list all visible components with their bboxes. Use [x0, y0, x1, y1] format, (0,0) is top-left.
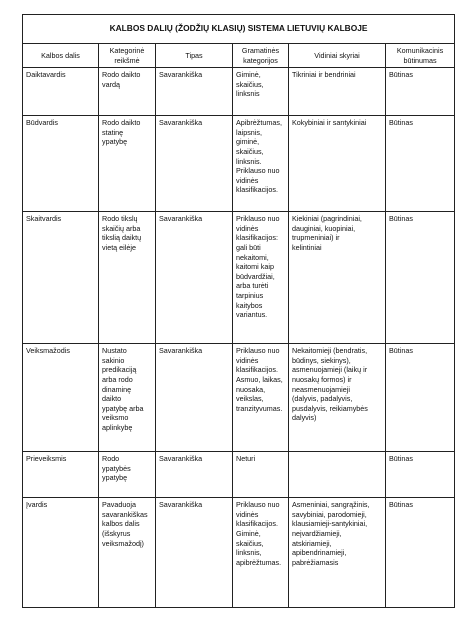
table-cell: Būdvardis	[23, 116, 99, 212]
table-cell: Priklauso nuo vidinės klasifikacijos. Asmuo, laikas, nuosaka, veikslas, tranzityvumas.	[233, 344, 289, 452]
table-cell: Rodo daikto vardą	[99, 68, 156, 116]
table-cell: Pavaduoja savarankiškas kalbos dalis (išskyrus veiksmažodį)	[99, 498, 156, 608]
table-cell: Savarankiška	[156, 498, 233, 608]
header-kalbos-dalis: Kalbos dalis	[23, 44, 99, 68]
table-row	[23, 116, 455, 212]
header-vidiniai-skyriai: Vidiniai skyriai	[289, 44, 386, 68]
table-cell: Savarankiška	[156, 116, 233, 212]
table-cell: Rodo ypatybės ypatybę	[99, 452, 156, 498]
table-cell: Giminė, skaičius, linksnis	[233, 68, 289, 116]
table-row	[23, 212, 455, 344]
header-gramatines-kategorijos: Gramatinės kategorijos	[233, 44, 289, 68]
table-cell: Būtinas	[386, 498, 455, 608]
table-cell: Tikriniai ir bendriniai	[289, 68, 386, 116]
table-cell: Skaitvardis	[23, 212, 99, 344]
table-cell: Būtinas	[386, 116, 455, 212]
table-cell	[289, 452, 386, 498]
table-cell: Kokybiniai ir santykiniai	[289, 116, 386, 212]
table-cell: Būtinas	[386, 212, 455, 344]
header-tipas: Tipas	[156, 44, 233, 68]
table-cell: Rodo tikslų skaičių arba tikslią daiktų vietą eilėje	[99, 212, 156, 344]
table-cell: Rodo daikto statinę ypatybę	[99, 116, 156, 212]
table-cell: Savarankiška	[156, 452, 233, 498]
table-cell: Savarankiška	[156, 344, 233, 452]
table-title: KALBOS DALIŲ (ŽODŽIŲ KLASIŲ) SISTEMA LIETUVIŲ KALBOJE	[23, 15, 455, 44]
table-cell: Įvardis	[23, 498, 99, 608]
table-title-row	[23, 15, 455, 44]
table-cell: Priklauso nuo vidinės klasifikacijos: gali būti nekaitomi, kaitomi kaip būdvardžiai, arba turėti tarpinius kaitybos variantus.	[233, 212, 289, 344]
table-cell: Nekaitomieji (bendratis, būdinys, siekinys), asmenuojamieji (laikų ir nuosakų formos) ir neasmenuojamieji (dalyvis, padalyvis, pusdalyvis, reikiamybės dalyvis)	[289, 344, 386, 452]
parts-of-speech-table	[22, 14, 455, 608]
table-row	[23, 498, 455, 608]
table-cell: Kiekiniai (pagrindiniai, dauginiai, kuopiniai, trupmeniniai) ir kelintiniai	[289, 212, 386, 344]
table-cell: Būtinas	[386, 344, 455, 452]
header-komunikacinis-butinumas: Komunikacinis būtinumas	[386, 44, 455, 68]
table-header-row	[23, 44, 455, 68]
table-cell: Veiksmažodis	[23, 344, 99, 452]
table-cell: Savarankiška	[156, 212, 233, 344]
table-cell: Būtinas	[386, 68, 455, 116]
table-row	[23, 452, 455, 498]
table-cell: Daiktavardis	[23, 68, 99, 116]
header-kategorine-reiksme: Kategorinė reikšmė	[99, 44, 156, 68]
table-cell: Neturi	[233, 452, 289, 498]
table-row	[23, 68, 455, 116]
table-cell: Savarankiška	[156, 68, 233, 116]
table-cell: Asmeniniai, sangrąžinis, savybiniai, parodomieji, klausiamieji-santykiniai, neįvardžiamieji, atskiriamieji, apibendrinamieji, pabrėžiamasis	[289, 498, 386, 608]
table-cell: Apibrėžtumas, laipsnis, giminė, skaičius, linksnis. Priklauso nuo vidinės klasifikacijos.	[233, 116, 289, 212]
table-row	[23, 344, 455, 452]
table-cell: Būtinas	[386, 452, 455, 498]
table-cell: Nustato sakinio predikaciją arba rodo dinaminę daikto ypatybę arba veiksmo aplinkybę	[99, 344, 156, 452]
table-cell: Prieveiksmis	[23, 452, 99, 498]
table-cell: Priklauso nuo vidinės klasifikacijos. Giminė, skaičius, linksnis, apibrėžtumas.	[233, 498, 289, 608]
